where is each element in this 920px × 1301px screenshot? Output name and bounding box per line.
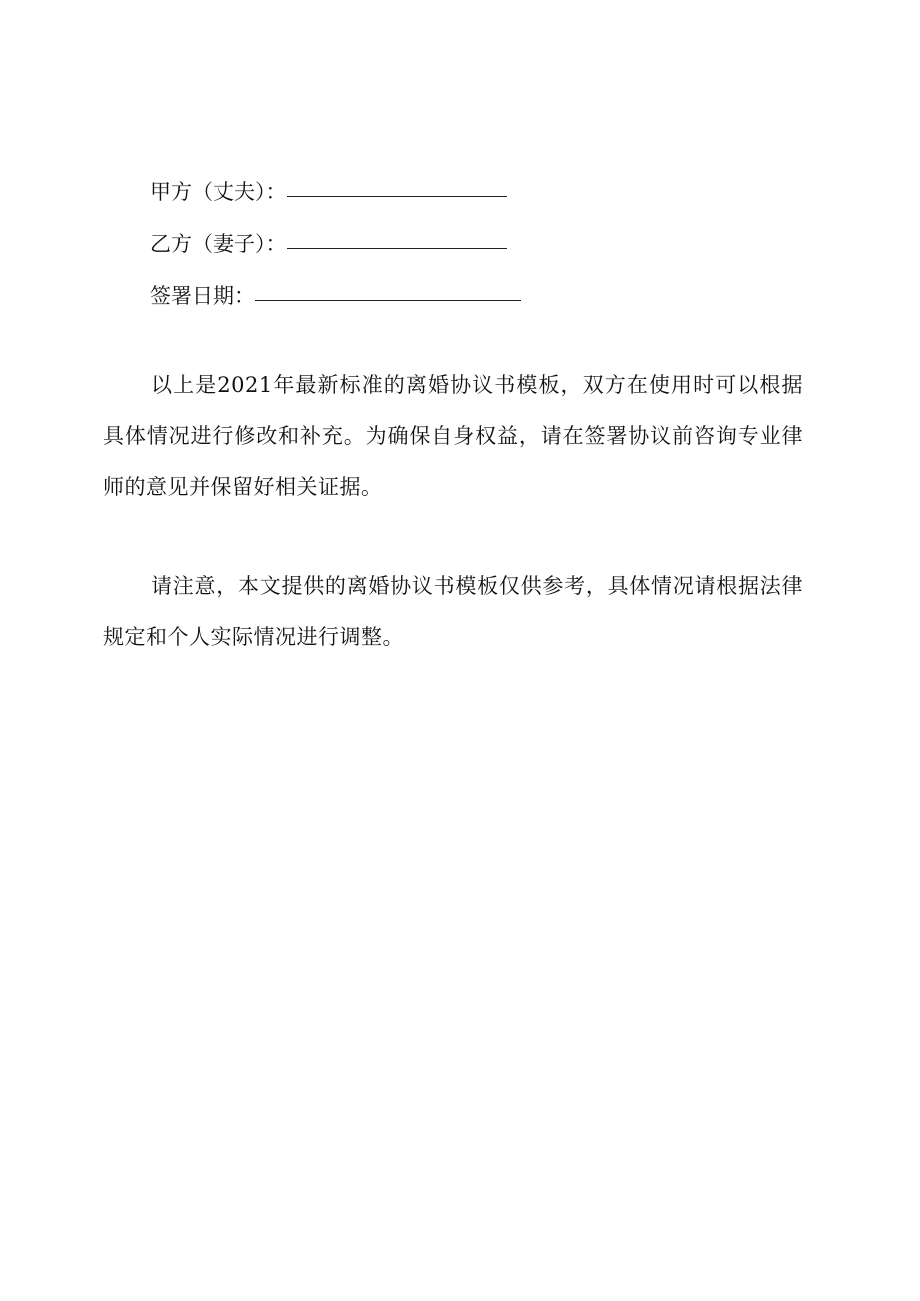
husband-signature-label: 甲方（丈夫）： (150, 180, 287, 204)
signing-date-line (150, 280, 521, 312)
wife-signature-blank (287, 226, 507, 249)
husband-signature-blank (287, 174, 507, 197)
signing-date-label: 签署日期： (150, 284, 255, 308)
wife-signature-line (150, 228, 507, 260)
wife-signature-label: 乙方（妻子）： (150, 232, 287, 256)
husband-signature-line (150, 176, 507, 208)
signing-date-blank (255, 278, 521, 301)
notice-paragraph: 请注意，本文提供的离婚协议书模板仅供参考，具体情况请根据法律规定和个人实际情况进行调整。 (103, 574, 803, 649)
summary-paragraph: 以上是2021年最新标准的离婚协议书模板，双方在使用时可以根据具体情况进行修改和补充。为确保自身权益，请在签署协议前咨询专业律师的意见并保留好相关证据。 (103, 373, 803, 499)
